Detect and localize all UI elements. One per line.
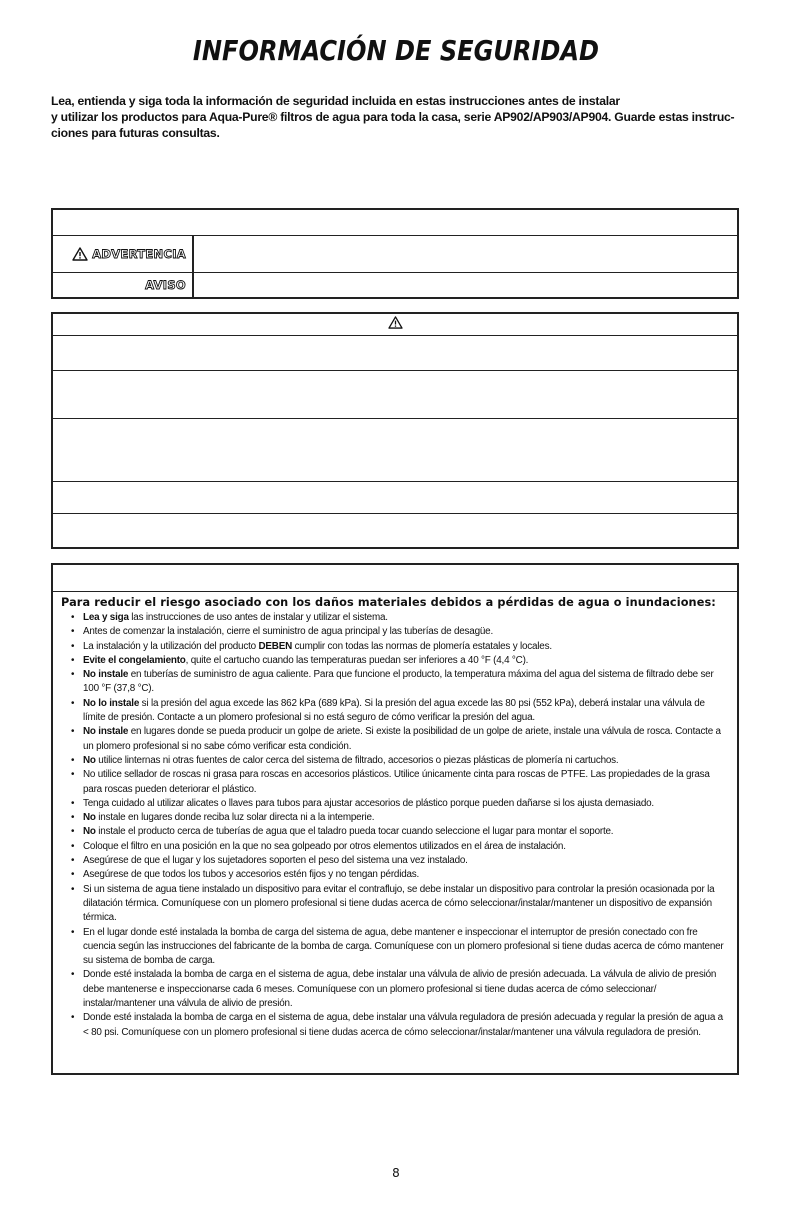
property-body [53, 591, 737, 1040]
list-item: • Asegúrese de que todos los tubos y accesorios estén fijos y no tengan pérdidas. [71, 868, 737, 882]
warning-triangle-icon [72, 247, 88, 261]
list-item: • Tenga cuidado al utilizar alicates o llaves para tubos para ajustar accesorios de plástico porque pueden dañarse si los ajusta demasiado. [71, 797, 737, 811]
legend-row-aviso [53, 272, 737, 297]
warning-row [53, 513, 737, 547]
property-header-row [53, 565, 737, 591]
property-list [53, 611, 737, 1040]
list-item: • No instale el producto cerca de tuberías de agua que el taladro pueda tocar cuando seleccione el lugar para montar el soporte. [71, 825, 737, 839]
property-damage-box [51, 563, 739, 1075]
intro-line: Lea, entienda y siga toda la información de seguridad incluida en estas instrucciones antes de instalar [51, 94, 620, 108]
list-item: • Asegúrese de que el lugar y los sujetadores soporten el peso del sistema una vez instalado. [71, 854, 737, 868]
list-item: • No instale en lugares donde reciba luz solar directa ni a la intemperie. [71, 811, 737, 825]
warning-row [53, 370, 737, 418]
list-item: • Donde esté instalada la bomba de carga en el sistema de agua, debe instalar una válvula de alivio de presión adecuada. La válvula de alivio de presión debe mantenerse e inspeccionarse cada 6 meses. Comuníquese con un plomero profesional si tiene dudas acerca de cómo seleccionar/ instalar/mantener una válvula de alivio de presión. [71, 968, 737, 1011]
signal-word-legend [51, 208, 739, 299]
warning-header-row [53, 314, 737, 335]
warning-row [53, 481, 737, 513]
advertencia-label: ADVERTENCIA [92, 247, 186, 261]
property-heading: Para reducir el riesgo asociado con los daños materiales debidos a pérdidas de agua o inundaciones: [61, 596, 716, 609]
aviso-label: AVISO [145, 278, 186, 292]
intro-paragraph [51, 93, 751, 141]
list-item: • No instale en lugares donde se pueda producir un golpe de ariete. Si existe la posibilidad de un golpe de ariete, instale una válvula de rosca. Contacte a un plomero profesional si no sabe cómo verificar esta condición. [71, 725, 737, 754]
list-item: • Coloque el filtro en una posición en la que no sea golpeado por otros elementos utilizados en el área de instalación. [71, 840, 737, 854]
list-item: • En el lugar donde esté instalada la bomba de carga del sistema de agua, debe mantener e inspeccionar el interruptor de presión conectado con fre cuencia según las instrucciones del fabricante de la bomba de carga. Comuníquese con un plomero profesional si tiene dudas acerca de cómo mantener su sistema de bomba de carga. [71, 926, 737, 969]
list-item: • Evite el congelamiento, quite el cartucho cuando las temperaturas puedan ser inferiores a 40 °F (4,4 °C). [71, 654, 737, 668]
page-title: INFORMACIÓN DE SEGURIDAD [192, 34, 600, 67]
legend-header-row [53, 210, 737, 235]
aviso-label-cell [53, 273, 194, 297]
list-item: • No instale en tuberías de suministro de agua caliente. Para que funcione el producto, la temperatura máxima del agua del sistema de filtrado debe ser 100 °F (37,8 °C). [71, 668, 737, 697]
list-item: • No utilice sellador de roscas ni grasa para roscas en accesorios plásticos. Utilice únicamente cinta para roscas de PTFE. Las propiedades de la grasa para roscas pueden deteriorar el plástico. [71, 768, 737, 797]
warning-box [51, 312, 739, 549]
page-number: 8 [392, 1166, 400, 1180]
warning-row [53, 335, 737, 370]
list-item: • Lea y siga las instrucciones de uso antes de instalar y utilizar el sistema. [71, 611, 737, 625]
list-item: • Antes de comenzar la instalación, cierre el suministro de agua principal y las tuberías de desagüe. [71, 625, 737, 639]
intro-line: y utilizar los productos para Aqua-Pure® filtros de agua para toda la casa, serie AP902/AP903/AP904. Guarde estas instruc- [51, 110, 735, 124]
legend-row-advertencia [53, 235, 737, 272]
warning-row [53, 418, 737, 481]
advertencia-label-cell [53, 236, 194, 272]
list-item: • Donde esté instalada la bomba de carga en el sistema de agua, debe instalar una válvula reguladora de presión adecuada y regular la presión de agua a < 80 psi. Comuníquese con un plomero profesional si tiene dudas acerca de cómo seleccionar/instalar/mantener una válvula reguladora de presión. [71, 1011, 737, 1040]
intro-line: ciones para futuras consultas. [51, 126, 220, 140]
list-item: • No lo instale si la presión del agua excede las 862 kPa (689 kPa). Si la presión del agua excede las 80 psi (552 kPa), deberá instalar una válvula de límite de presión. Contacte a un plomero profesional si no está seguro de cómo verificar la presión del agua. [71, 697, 737, 726]
list-item: • La instalación y la utilización del producto DEBEN cumplir con todas las normas de plomería estatales y locales. [71, 640, 737, 654]
list-item: • Si un sistema de agua tiene instalado un dispositivo para evitar el contraflujo, se debe instalar un dispositivo para controlar la presión ocasionada por la dilatación térmica. Comuníquese con un plomero profesional si tiene dudas acerca de cómo seleccionar/instalar/mantener un dispositivo de expansión térmica. [71, 883, 737, 926]
list-item: • No utilice linternas ni otras fuentes de calor cerca del sistema de filtrado, accesorios o piezas plásticas de plomería ni cartuchos. [71, 754, 737, 768]
warning-triangle-icon [388, 316, 403, 334]
